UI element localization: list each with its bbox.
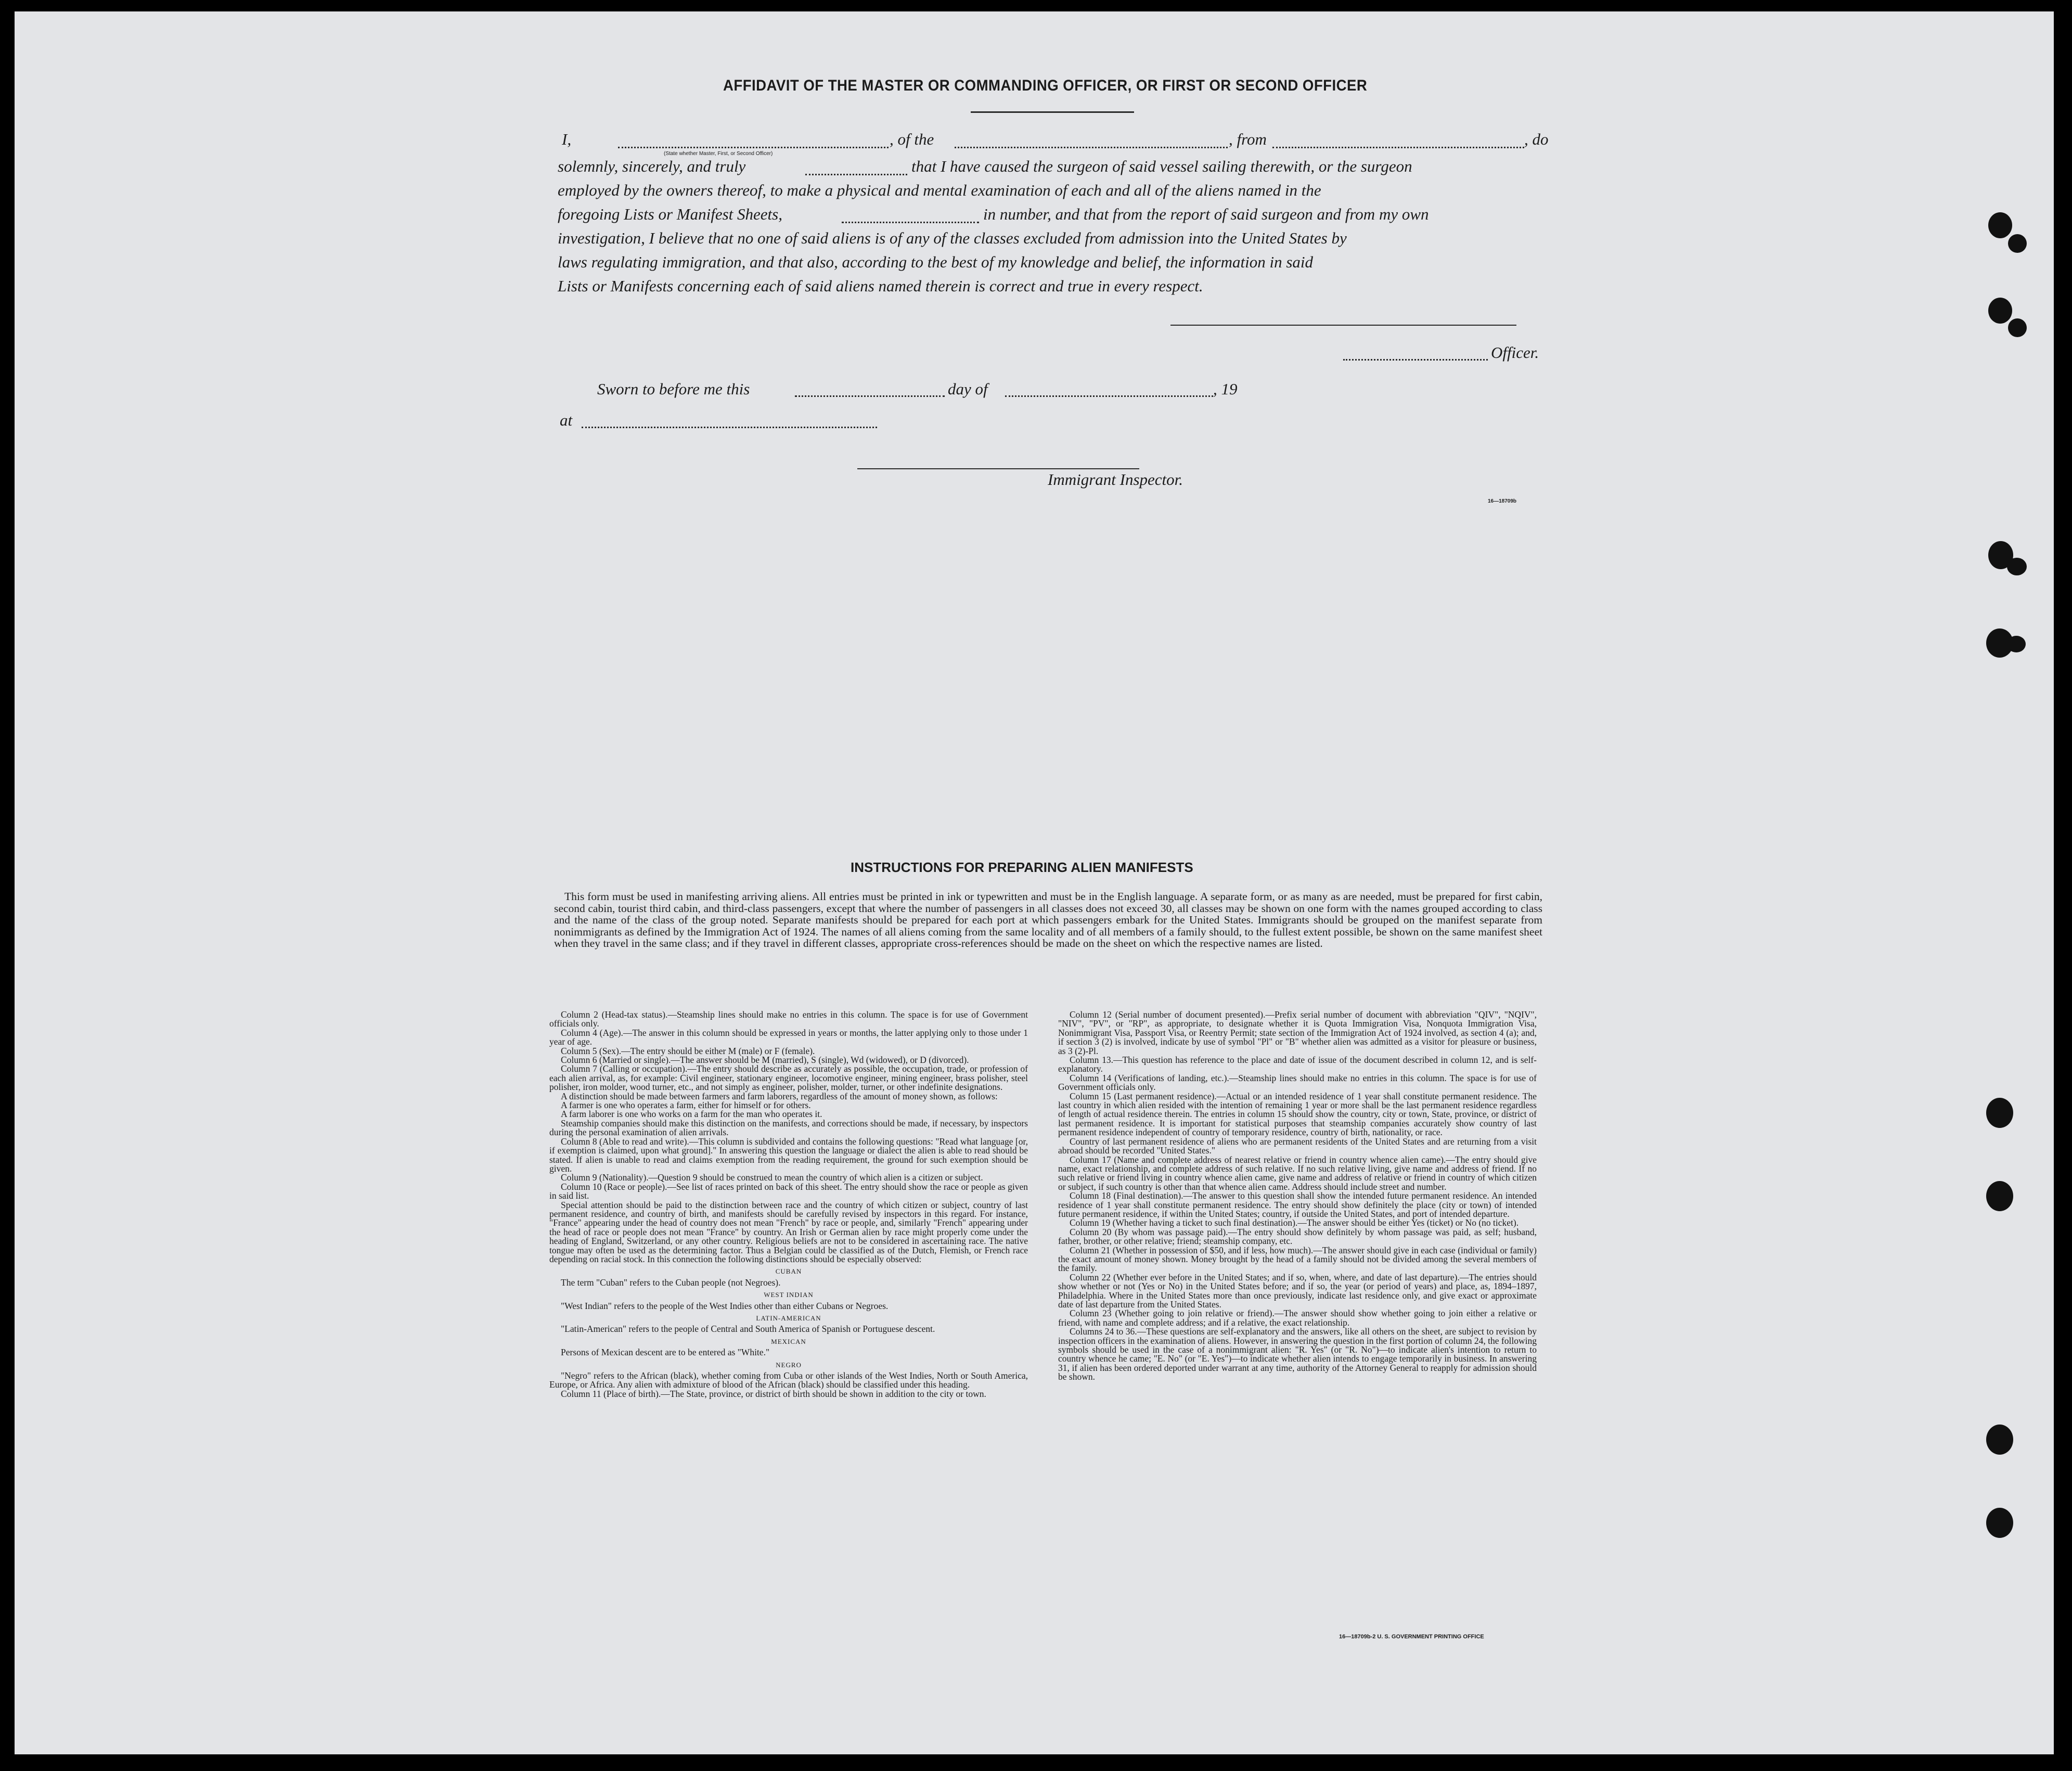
do-label: , do (1524, 130, 1549, 148)
title-rule (971, 111, 1134, 113)
line3-text: employed by the owners thereof, to make a physical and mental examination of each and all of the aliens named in the (558, 181, 1321, 199)
instructions-intro: This form must be used in manifesting arriving aliens. All entries must be printed in ink or typewritten and must be in the English language. A separate form, or as many as are needed, must be prepared for first cabin, second cabin, tourist third cabin, and third-class passengers, except that where the number of passengers in all classes does not exceed 30, all classes may be shown on one form with the names grouped according to class and the name of the class of the group noted. Separate manifests should be prepared for each port at which passengers embark for the United States. Immigrants should be grouped on the manifest separate from nonimmigrants as defined by the Immigration Act of 1924. The names of all aliens coming from the same locality and of all members of a family should, to the fullest extent possible, be shown on the same manifest sheet when they travel in the same class; and if they travel in different classes, appropriate cross-references should be made on the sheet on which the respective names are listed. (554, 890, 1542, 949)
section-heading-west-indian: WEST INDIAN (764, 1291, 814, 1299)
section-heading-cuban: CUBAN (775, 1267, 802, 1276)
punch-hole (2007, 636, 2026, 652)
punch-hole (1986, 1098, 2013, 1128)
affidavit-i: I, (562, 130, 572, 148)
instruction-paragraph: The term "Cuban" refers to the Cuban people (not Negroes). (561, 1277, 781, 1288)
instruction-paragraph: Country of last permanent residence of aliens who are permanent residents of the United States and are returning from a visit abroad should be recorded "United States." (1058, 1136, 1537, 1156)
instruction-paragraph: Persons of Mexican descent are to be entered as "White." (561, 1347, 770, 1358)
instruction-paragraph: Column 21 (Whether in possession of $50, and if less, how much).—The answer should give in each case (individual or family) the exact amount of money shown. Money brought by the head of a family should not be divided among the several members of the family. (1058, 1244, 1537, 1274)
instruction-paragraph: Column 18 (Final destination).—The answer to this question shall show the intended future permanent residence. An intended residence of 1 year shall constitute permanent residence. The entry should show definitely the place (city or town) of intended future permanent residence, if within the United States; country, if outside the United States, and port of intended departure. (1058, 1190, 1537, 1219)
section-heading-negro: NEGRO (776, 1361, 802, 1369)
line2-text: that I have caused the surgeon of said vessel sailing therewith, or the surgeon (911, 157, 1412, 175)
officer-rank-field[interactable] (618, 147, 889, 148)
instruction-paragraph: Column 10 (Race or people).—See list of races printed on back of this sheet. The entry should show the race or people as given in said list. (549, 1181, 1028, 1201)
year-label: , 19 (1213, 380, 1238, 398)
instruction-paragraph: Column 9 (Nationality).—Question 9 should be construed to mean the country of which alien is a citizen or subject. (561, 1172, 983, 1183)
punch-hole (1986, 1508, 2013, 1538)
instruction-paragraph: A farmer is one who operates a farm, either for himself or for others. (561, 1100, 811, 1111)
inspector-signature-line[interactable] (857, 468, 1139, 469)
punch-hole (1986, 1181, 2013, 1211)
instructions-left-column (549, 1010, 1028, 1398)
inspector-label: Immigrant Inspector. (1048, 470, 1183, 489)
instruction-paragraph: "Latin-American" refers to the people of Central and South America of Spanish or Portuguese descent. (561, 1324, 935, 1334)
instruction-paragraph: Column 15 (Last permanent residence).—Actual or an intended residence of 1 year shall constitute permanent residence. The last country in which alien resided with the intention of remaining 1 year or more shall be the last permanent residence regardless of length of actual residence therein. The entries in column 15 should show the country, city or town, State, province, or district of last permanent residence. It is important for statistical purposes that steamship companies accurately show country of last permanent residence independent of country of temporary residence, country of birth, nationality, or race. (1058, 1090, 1537, 1138)
section-heading-mexican: MEXICAN (771, 1337, 806, 1345)
officer-label: Officer. (1491, 343, 1539, 362)
from-label: , from (1229, 130, 1267, 148)
instruction-paragraph: Column 14 (Verifications of landing, etc.).—Steamship lines should make no entries in this column. The space is for use of Government officials only. (1058, 1072, 1537, 1093)
instruction-paragraph: Column 17 (Name and complete address of nearest relative or friend in country whence alien came).—The entry should give name, exact relationship, and complete address of such relative. If no such relative living, give name and address of friend. If no such relative or friend living in country whence alien came, give name and address of relative or friend in country of which citizen or subject, if such country is other than that whence alien came. Address should include street and number. (1058, 1154, 1537, 1192)
instruction-paragraph: A farm laborer is one who works on a farm for the man who operates it. (561, 1109, 822, 1120)
sworn-label: Sworn to before me this (597, 380, 750, 398)
line7-text: Lists or Manifests concerning each of said aliens named therein is correct and true in every respect. (558, 277, 1203, 295)
punch-hole (1986, 1424, 2013, 1455)
instruction-paragraph: Column 19 (Whether having a ticket to such final destination).—The answer should be either Yes (ticket) or No (no ticket). (1070, 1217, 1519, 1228)
instruction-paragraph: Column 8 (Able to read and write).—This column is subdivided and contains the following questions: "Read what language [or, if exemption is claimed, upon what ground]." In answering this question the language or dialect the alien is able to read should be stated. If alien is unable to read and claims exemption from the reading requirement, the ground for such exemption should be given. (549, 1136, 1028, 1174)
instruction-paragraph: Steamship companies should make this distinction on the manifests, and corrections should be made, if necessary, by inspectors during the personal examination of alien arrivals. (549, 1118, 1028, 1138)
solemnly-label: solemnly, sincerely, and truly (558, 157, 746, 175)
signature-line[interactable] (1170, 325, 1516, 326)
instruction-paragraph: A distinction should be made between farmers and farm laborers, regardless of the amount of money shown, as follows: (561, 1090, 998, 1101)
affirmation-field[interactable] (805, 174, 907, 175)
officer-title-field[interactable] (1343, 359, 1488, 361)
instruction-paragraph: Column 13.—This question has reference to the place and date of issue of the document described in column 12, and is self-explanatory. (1058, 1055, 1537, 1074)
sworn-day-field[interactable] (795, 395, 945, 397)
instruction-paragraph: Column 12 (Serial number of document presented).—Prefix serial number of document with abbreviation "QIV", "NQIV", "NIV", "PV", or "RP", as appropriate, to designate whether it is Quota Immigration Visa, Nonquota Immigration Visa, Nonimmigrant Visa, Passport Visa, or Reentry Permit; state section of the Immigration Act of 1924 involved, as section 4 (a); and, if section 3 (2) is involved, indicate by use of symbol "Pl" or "B" whether alien was admitted as a visitor for pleasure or business, as 3 (2)-Pl. (1058, 1009, 1537, 1056)
instruction-paragraph: Column 20 (By whom was passage paid).—The entry should show definitely by whom passage was paid, as self; husband, father, brother, or other relative; friend; steamship company, etc. (1058, 1226, 1537, 1247)
line4-text-b: in number, and that from the report of said surgeon and from my own (983, 205, 1429, 223)
instruction-paragraph: Column 2 (Head-tax status).—Steamship lines should make no entries in this column. The space is for use of Government officials only. (549, 1009, 1028, 1029)
punch-hole (1988, 298, 2012, 324)
instruction-paragraph: Column 7 (Calling or occupation).—The entry should describe as accurately as possible, the occupation, trade, or profession of each alien arrival, as, for example: Civil engineer, stationary engineer, locomotive engineer, mining engineer, brass polisher, steel polisher, iron molder, wood turner, etc., and not simply as engineer, polisher, molder, turner, or other indefinite designations. (549, 1063, 1028, 1093)
instruction-paragraph: Special attention should be paid to the distinction between race and the country of which citizen or subject, country of last permanent residence, and country of birth, and manifests should be carefully revised by inspectors in this regard. For instance, "France" appearing under the head of country does not mean "French" by race or people, and, similarly "French" appearing under the head of race or people does not mean "France" by country. An Irish or German alien by race might properly come under the heading of England, Switzerland, or any other country. Religious beliefs are not to be considered in ascertaining race. The native tongue may often be used as the determining factor. Thus a Belgian could be classified as of the Dutch, Flemish, or French race depending on racial stock. In this connection the following distinctions should be especially observed: (549, 1199, 1028, 1264)
affidavit-title: AFFIDAVIT OF THE MASTER OR COMMANDING OFFICER, OR FIRST OR SECOND OFFICER (723, 77, 1368, 94)
line4-text-a: foregoing Lists or Manifest Sheets, (558, 205, 782, 223)
instruction-paragraph: Column 5 (Sex).—The entry should be either M (male) or F (female). (561, 1045, 815, 1056)
sworn-place-field[interactable] (582, 427, 877, 428)
instruction-paragraph: Column 11 (Place of birth).—The State, province, or district of birth should be shown in addition to the city or town. (561, 1388, 986, 1399)
line6-text: laws regulating immigration, and that also, according to the best of my knowledge and belief, the information in said (558, 253, 1314, 271)
instruction-paragraph: "Negro" refers to the African (black), whether coming from Cuba or other islands of the West Indies, North or South America, Europe, or Africa. Any alien with admixture of blood of the African (black) should be classified under this heading. (549, 1370, 1028, 1390)
printing-office-footer: 16—18709b-2 U. S. GOVERNMENT PRINTING OFFICE (1339, 1634, 1484, 1640)
of-the-label: , of the (890, 130, 934, 148)
rank-note: (State whether Master, First, or Second Officer) (664, 151, 773, 157)
document-page (15, 11, 2054, 1754)
sworn-month-field[interactable] (1005, 395, 1213, 397)
instruction-paragraph: Column 4 (Age).—The answer in this column should be expressed in years or months, the latter applying only to those under 1 year of age. (549, 1027, 1028, 1047)
instructions-title: INSTRUCTIONS FOR PREPARING ALIEN MANIFESTS (851, 859, 1193, 875)
instruction-paragraph: Column 22 (Whether ever before in the United States; and if so, when, where, and date of last departure).—The entries should show whether or not (Yes or No) in the United States before; and if so, the year (or period of years) and place, as, 1894–1897, Philadelphia. Where in the United States more than once previously, indicate last residence only, and give exact or approximate date of last departure from the United States. (1058, 1272, 1537, 1310)
punch-hole (2007, 558, 2027, 575)
vessel-name-field[interactable] (955, 147, 1228, 148)
day-of-label: day of (948, 380, 988, 398)
sheet-count-field[interactable] (842, 222, 979, 223)
instruction-paragraph: Column 6 (Married or single).—The answer should be M (married), S (single), Wd (widowed), or D (divorced). (561, 1055, 969, 1066)
section-heading-latin-american: LATIN-AMERICAN (756, 1314, 821, 1322)
punch-hole (2008, 234, 2027, 253)
line5-text: investigation, I believe that no one of said aliens is of any of the classes excluded from admission into the United States by (558, 229, 1347, 247)
instruction-paragraph: Column 23 (Whether going to join relative or friend).—The answer should show whether going to join either a relative or friend, with name and complete address; and if a relative, the exact relationship. (1058, 1308, 1537, 1328)
instruction-paragraph: "West Indian" refers to the people of the West Indies other than either Cubans or Negroes. (561, 1300, 889, 1311)
instructions-right-column (1058, 1010, 1537, 1382)
punch-hole (2008, 318, 2027, 337)
punch-hole (1988, 212, 2012, 238)
departure-port-field[interactable] (1272, 147, 1524, 148)
form-number: 16—18709b (1488, 498, 1517, 504)
at-label: at (560, 411, 573, 429)
instruction-paragraph: Columns 24 to 36.—These questions are self-explanatory and the answers, like all others on the sheet, are subject to revision by inspection officers in the examination of aliens. However, in answering the question in the first portion of column 24, the following symbols should be used in the case of a nonimmigrant alien: "R. Yes" (or "R. No")—to indicate alien's intention to return to country whence he came; "E. No" (or "E. Yes")—to indicate whether alien intends to engage temporarily in business. In answering 31, if alien has been ordered deported under warrant at any time, authority of the Attorney General to reapply for admission should be shown. (1058, 1326, 1537, 1382)
